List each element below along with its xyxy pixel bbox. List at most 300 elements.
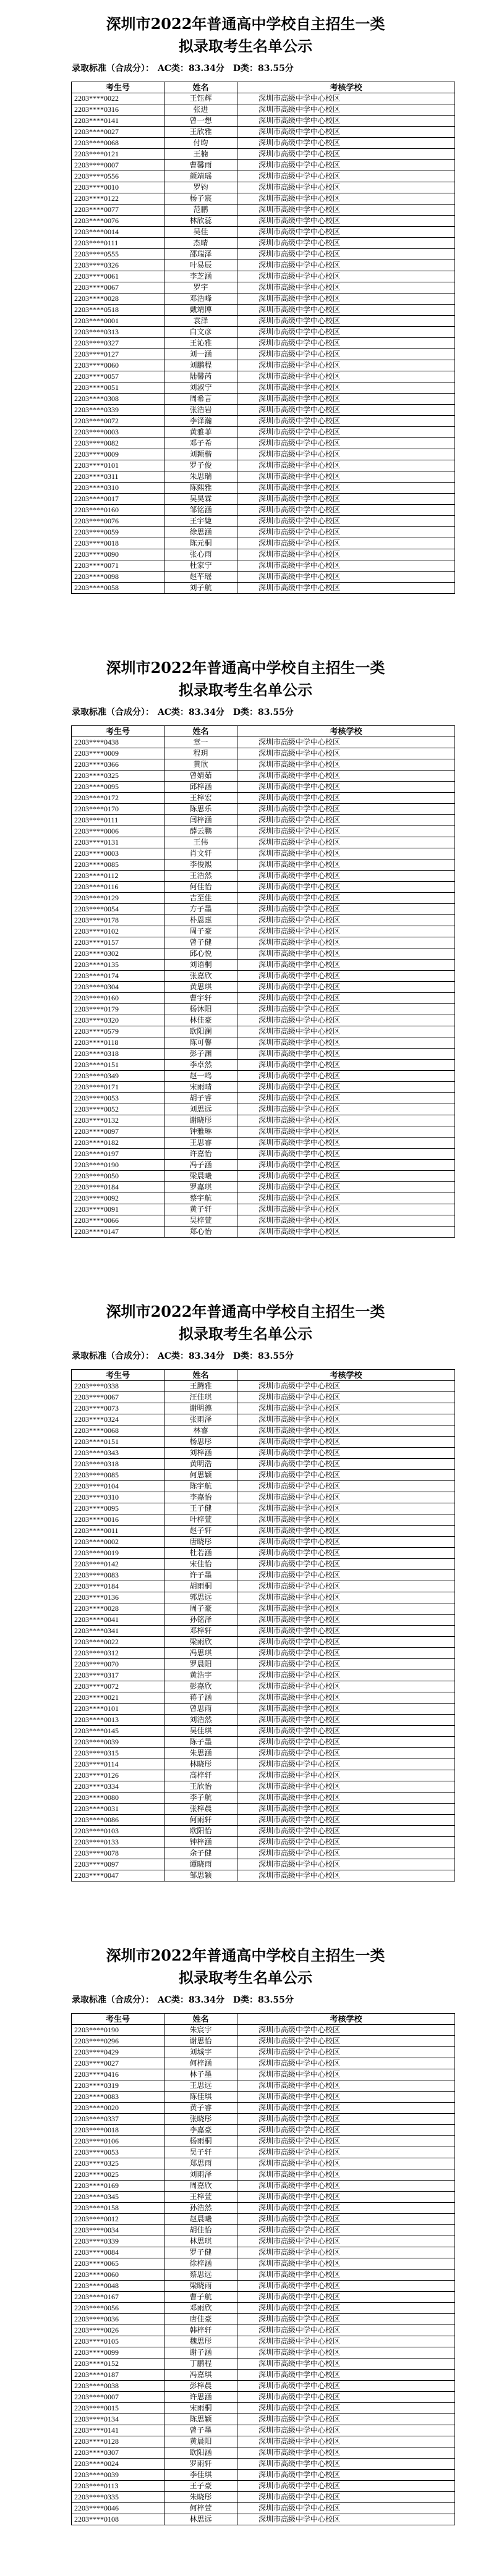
school-cell: 深圳市高级中学中心校区: [237, 971, 455, 982]
school-cell: 深圳市高级中学中心校区: [237, 1049, 455, 1060]
table-row: [72, 1737, 455, 1748]
table-row: [72, 1681, 455, 1692]
school-cell: 深圳市高级中学中心校区: [237, 2158, 455, 2169]
table-row: [72, 915, 455, 926]
table-row: [72, 2414, 455, 2425]
school-cell: 深圳市高级中学中心校区: [237, 394, 455, 405]
table-row: [72, 1503, 455, 1514]
candidate-id-cell: 2203****0098: [72, 572, 164, 583]
school-cell: 深圳市高级中学中心校区: [237, 527, 455, 538]
table-row: [72, 1570, 455, 1581]
table-row: [72, 394, 455, 405]
candidate-name-cell: 林思远: [164, 2514, 237, 2525]
school-cell: 深圳市高级中学中心校区: [237, 1537, 455, 1548]
candidate-name-cell: 程玥: [164, 748, 237, 759]
candidate-id-cell: 2203****0310: [72, 483, 164, 494]
candidate-id-cell: 2203****0160: [72, 505, 164, 516]
table-header-row: [72, 726, 455, 737]
notice-page: [0, 1932, 491, 2575]
table-row: [72, 2303, 455, 2314]
table-row: [72, 560, 455, 572]
candidate-name-cell: 杨思彤: [164, 1437, 237, 1448]
candidate-id-cell: 2203****0028: [72, 1603, 164, 1615]
candidate-name-cell: 欧阳涵: [164, 2447, 237, 2459]
candidate-name-cell: 赵晨曦: [164, 2214, 237, 2225]
school-cell: 深圳市高级中学中心校区: [237, 915, 455, 926]
candidate-name-cell: 许思涵: [164, 2392, 237, 2403]
candidate-id-cell: 2203****0160: [72, 993, 164, 1004]
candidate-id-cell: 2203****0052: [72, 1104, 164, 1115]
school-cell: 深圳市高级中学中心校区: [237, 748, 455, 759]
table-row: [72, 2314, 455, 2325]
candidate-id-cell: 2203****0034: [72, 2225, 164, 2236]
school-cell: 深圳市高级中学中心校区: [237, 2214, 455, 2225]
candidate-id-cell: 2203****0105: [72, 2336, 164, 2347]
school-cell: 深圳市高级中学中心校区: [237, 416, 455, 427]
candidate-id-cell: 2203****0046: [72, 2503, 164, 2514]
candidate-name-cell: 赵芊瑶: [164, 572, 237, 583]
table-row: [72, 1126, 455, 1138]
school-cell: 深圳市高级中学中心校区: [237, 460, 455, 471]
candidate-id-cell: 2203****0050: [72, 1171, 164, 1182]
school-cell: 深圳市高级中学中心校区: [237, 948, 455, 960]
school-cell: 深圳市高级中学中心校区: [237, 993, 455, 1004]
candidate-id-cell: 2203****0158: [72, 2203, 164, 2214]
school-cell: 深圳市高级中学中心校区: [237, 1659, 455, 1670]
table-row: [72, 1414, 455, 1425]
admission-standard-label: 录取标准（合成分）：: [72, 1351, 154, 1361]
candidate-name-cell: 白文彦: [164, 327, 237, 338]
candidate-id-cell: 2203****0059: [72, 527, 164, 538]
school-cell: 深圳市高级中学中心校区: [237, 127, 455, 138]
table-row: [72, 1227, 455, 1238]
table-row: [72, 2425, 455, 2436]
table-header-row: [72, 82, 455, 93]
page-subtitle: 拟录取考生名单公示: [179, 681, 312, 699]
table-row: [72, 104, 455, 116]
candidate-id-cell: 2203****0325: [72, 771, 164, 782]
page-subtitle: 拟录取考生名单公示: [179, 1325, 312, 1343]
candidate-name-cell: 谢思怡: [164, 2036, 237, 2047]
table-row: [72, 904, 455, 915]
table-row: [72, 572, 455, 583]
table-row: [72, 1837, 455, 1848]
candidate-id-cell: 2203****0092: [72, 1193, 164, 1204]
candidate-id-cell: 2203****0307: [72, 2447, 164, 2459]
candidate-name-cell: 林晓彤: [164, 1759, 237, 1770]
table-row: [72, 1804, 455, 1815]
school-cell: 深圳市高级中学中心校区: [237, 1149, 455, 1160]
school-cell: 深圳市高级中学中心校区: [237, 572, 455, 583]
school-cell: 深圳市高级中学中心校区: [237, 1204, 455, 1215]
candidate-id-cell: 2203****0157: [72, 937, 164, 948]
candidate-name-cell: 王梓萱: [164, 2192, 237, 2203]
school-cell: 深圳市高级中学中心校区: [237, 516, 455, 527]
school-cell: 深圳市高级中学中心校区: [237, 494, 455, 505]
candidate-id-cell: 2203****0065: [72, 2258, 164, 2270]
candidate-name-cell: 杜家宁: [164, 560, 237, 572]
school-cell: 深圳市高级中学中心校区: [237, 859, 455, 871]
candidate-name-cell: 钟梓涵: [164, 1837, 237, 1848]
table-row: [72, 349, 455, 360]
school-cell: 深圳市高级中学中心校区: [237, 227, 455, 238]
school-cell: 深圳市高级中学中心校区: [237, 2370, 455, 2381]
candidate-name-cell: 谢明德: [164, 1403, 237, 1414]
candidate-id-cell: 2203****0025: [72, 2169, 164, 2181]
table-row: [72, 205, 455, 216]
school-cell: 深圳市高级中学中心校区: [237, 2403, 455, 2414]
candidate-name-cell: 刘浩然: [164, 1715, 237, 1726]
candidate-id-cell: 2203****0026: [72, 2325, 164, 2336]
table-row: [72, 2347, 455, 2359]
table-row: [72, 149, 455, 160]
table-row: [72, 527, 455, 538]
school-cell: 深圳市高级中学中心校区: [237, 1748, 455, 1759]
candidate-name-cell: 王腾雅: [164, 1381, 237, 1392]
admission-table: [71, 725, 455, 1238]
table-row: [72, 2492, 455, 2503]
school-cell: 深圳市高级中学中心校区: [237, 438, 455, 449]
school-cell: 深圳市高级中学中心校区: [237, 316, 455, 327]
school-cell: 深圳市高级中学中心校区: [237, 560, 455, 572]
table-row: [72, 171, 455, 182]
table-header-row: [72, 2014, 455, 2025]
school-cell: 深圳市高级中学中心校区: [237, 2470, 455, 2481]
candidate-id-cell: 2203****0061: [72, 271, 164, 282]
table-row: [72, 2447, 455, 2459]
school-cell: 深圳市高级中学中心校区: [237, 2169, 455, 2181]
table-row: [72, 2203, 455, 2214]
candidate-id-cell: 2203****0038: [72, 2381, 164, 2392]
candidate-id-cell: 2203****0103: [72, 1826, 164, 1837]
candidate-id-cell: 2203****0080: [72, 1793, 164, 1804]
candidate-name-cell: 叶易辰: [164, 260, 237, 271]
candidate-id-cell: 2203****0325: [72, 2158, 164, 2169]
candidate-name-cell: 欧阳澜: [164, 1026, 237, 1037]
candidate-name-cell: 王沁雅: [164, 338, 237, 349]
candidate-id-cell: 2203****0579: [72, 1026, 164, 1037]
table-row: [72, 948, 455, 960]
candidate-name-cell: 刘颖楷: [164, 449, 237, 460]
school-cell: 深圳市高级中学中心校区: [237, 1171, 455, 1182]
candidate-name-cell: 王宇婕: [164, 516, 237, 527]
school-cell: 深圳市高级中学中心校区: [237, 815, 455, 826]
candidate-name-cell: 曾子墨: [164, 2425, 237, 2436]
candidate-name-cell: 周嘉欣: [164, 2181, 237, 2192]
table-row: [72, 1049, 455, 1060]
table-row: [72, 1071, 455, 1082]
school-cell: 深圳市高级中学中心校区: [237, 1503, 455, 1514]
school-cell: 深圳市高级中学中心校区: [237, 1037, 455, 1049]
candidate-id-cell: 2203****0014: [72, 227, 164, 238]
candidate-name-cell: 黄晨阳: [164, 2436, 237, 2447]
table-row: [72, 1626, 455, 1637]
school-cell: 深圳市高级中学中心校区: [237, 2270, 455, 2281]
school-cell: 深圳市高级中学中心校区: [237, 2181, 455, 2192]
candidate-id-cell: 2203****0099: [72, 2347, 164, 2359]
candidate-name-cell: 刘语桐: [164, 960, 237, 971]
candidate-name-cell: 何梓萱: [164, 2503, 237, 2514]
candidate-id-cell: 2203****0047: [72, 1870, 164, 1881]
candidate-id-cell: 2203****0135: [72, 960, 164, 971]
table-row: [72, 583, 455, 594]
school-cell: 深圳市高级中学中心校区: [237, 2503, 455, 2514]
school-cell: 深圳市高级中学中心校区: [237, 1781, 455, 1793]
candidate-name-cell: 张浩岩: [164, 405, 237, 416]
notice-page: [0, 0, 491, 644]
candidate-id-cell: 2203****0048: [72, 2281, 164, 2292]
table-header-row: [72, 1370, 455, 1381]
school-cell: 深圳市高级中学中心校区: [237, 982, 455, 993]
candidate-id-cell: 2203****0132: [72, 1115, 164, 1126]
candidate-name-cell: 唐佳豪: [164, 2314, 237, 2325]
candidate-name-cell: 林佳豪: [164, 1015, 237, 1026]
candidate-name-cell: 黄浩宇: [164, 1670, 237, 1681]
candidate-id-cell: 2203****0339: [72, 2236, 164, 2247]
table-row: [72, 538, 455, 549]
column-header-school: 考核学校: [237, 2014, 455, 2025]
school-cell: 深圳市高级中学中心校区: [237, 405, 455, 416]
candidate-name-cell: 王欣雅: [164, 127, 237, 138]
candidate-id-cell: 2203****0070: [72, 1659, 164, 1670]
school-cell: 深圳市高级中学中心校区: [237, 848, 455, 859]
candidate-id-cell: 2203****0028: [72, 293, 164, 305]
page-subtitle: 拟录取考生名单公示: [179, 1969, 312, 1987]
school-cell: 深圳市高级中学中心校区: [237, 1215, 455, 1227]
school-cell: 深圳市高级中学中心校区: [237, 1448, 455, 1459]
table-row: [72, 1182, 455, 1193]
school-cell: 深圳市高级中学中心校区: [237, 1004, 455, 1015]
candidate-name-cell: 朱宸宇: [164, 2025, 237, 2036]
school-cell: 深圳市高级中学中心校区: [237, 249, 455, 260]
candidate-id-cell: 2203****0334: [72, 1781, 164, 1793]
table-row: [72, 982, 455, 993]
table-row: [72, 1425, 455, 1437]
school-cell: 深圳市高级中学中心校区: [237, 2425, 455, 2436]
school-cell: 深圳市高级中学中心校区: [237, 149, 455, 160]
table-row: [72, 1037, 455, 1049]
candidate-name-cell: 曾思雨: [164, 1704, 237, 1715]
school-cell: 深圳市高级中学中心校区: [237, 2303, 455, 2314]
candidate-name-cell: 林睿: [164, 1425, 237, 1437]
table-row: [72, 260, 455, 271]
school-cell: 深圳市高级中学中心校区: [237, 882, 455, 893]
candidate-id-cell: 2203****0002: [72, 1537, 164, 1548]
candidate-id-cell: 2203****0136: [72, 1592, 164, 1603]
school-cell: 深圳市高级中学中心校区: [237, 1060, 455, 1071]
notice-page: [0, 1288, 491, 1932]
candidate-id-cell: 2203****0056: [72, 2303, 164, 2314]
candidate-id-cell: 2203****0169: [72, 2181, 164, 2192]
school-cell: 深圳市高级中学中心校区: [237, 427, 455, 438]
candidate-name-cell: 黄思琪: [164, 982, 237, 993]
table-row: [72, 1526, 455, 1537]
table-row: [72, 2247, 455, 2258]
candidate-name-cell: 何雨轩: [164, 1815, 237, 1826]
candidate-name-cell: 孙浩然: [164, 2203, 237, 2214]
school-cell: 深圳市高级中学中心校区: [237, 1848, 455, 1859]
admission-standard-label: 录取标准（合成分）：: [72, 64, 154, 74]
school-cell: 深圳市高级中学中心校区: [237, 782, 455, 793]
table-row: [72, 1026, 455, 1037]
table-row: [72, 1603, 455, 1615]
school-cell: 深圳市高级中学中心校区: [237, 505, 455, 516]
candidate-name-cell: 徐思涵: [164, 527, 237, 538]
candidate-name-cell: 谭晓雨: [164, 1859, 237, 1870]
candidate-name-cell: 蔡思远: [164, 2270, 237, 2281]
table-row: [72, 2125, 455, 2136]
school-cell: 深圳市高级中学中心校区: [237, 1581, 455, 1592]
school-cell: 深圳市高级中学中心校区: [237, 93, 455, 104]
table-row: [72, 360, 455, 371]
candidate-name-cell: 刘鹏程: [164, 360, 237, 371]
school-cell: 深圳市高级中学中心校区: [237, 2314, 455, 2325]
school-cell: 深圳市高级中学中心校区: [237, 1082, 455, 1093]
candidate-id-cell: 2203****0127: [72, 349, 164, 360]
candidate-name-cell: 罗宇: [164, 282, 237, 293]
candidate-id-cell: 2203****0072: [72, 1681, 164, 1692]
school-cell: 深圳市高级中学中心校区: [237, 804, 455, 815]
candidate-id-cell: 2203****0335: [72, 2492, 164, 2503]
table-row: [72, 1104, 455, 1115]
table-row: [72, 2503, 455, 2514]
school-cell: 深圳市高级中学中心校区: [237, 2481, 455, 2492]
table-row: [72, 815, 455, 826]
table-row: [72, 438, 455, 449]
candidate-id-cell: 2203****0341: [72, 1626, 164, 1637]
candidate-id-cell: 2203****0118: [72, 1037, 164, 1049]
school-cell: 深圳市高级中学中心校区: [237, 2381, 455, 2392]
table-row: [72, 2058, 455, 2069]
school-cell: 深圳市高级中学中心校区: [237, 116, 455, 127]
candidate-name-cell: 黄雅菲: [164, 427, 237, 438]
table-row: [72, 1448, 455, 1459]
candidate-name-cell: 冯嘉琪: [164, 2370, 237, 2381]
table-row: [72, 1815, 455, 1826]
candidate-id-cell: 2203****0054: [72, 904, 164, 915]
school-cell: 深圳市高级中学中心校区: [237, 1715, 455, 1726]
admission-standard-label: 录取标准（合成分）：: [72, 1995, 154, 2005]
candidate-id-cell: 2203****0060: [72, 360, 164, 371]
table-row: [72, 116, 455, 127]
candidate-name-cell: 闫梓涵: [164, 815, 237, 826]
table-row: [72, 2114, 455, 2125]
admission-standard: [72, 1995, 294, 2006]
d-score: D类：83.55分: [233, 64, 294, 74]
candidate-name-cell: 郑心怡: [164, 1227, 237, 1238]
school-cell: 深圳市高级中学中心校区: [237, 893, 455, 904]
candidate-name-cell: 王楠: [164, 149, 237, 160]
school-cell: 深圳市高级中学中心校区: [237, 2192, 455, 2203]
school-cell: 深圳市高级中学中心校区: [237, 2125, 455, 2136]
candidate-name-cell: 邓子希: [164, 438, 237, 449]
school-cell: 深圳市高级中学中心校区: [237, 327, 455, 338]
candidate-id-cell: 2203****0027: [72, 127, 164, 138]
candidate-id-cell: 2203****0151: [72, 1060, 164, 1071]
candidate-name-cell: 韩梓轩: [164, 2325, 237, 2336]
candidate-name-cell: 杨雨桐: [164, 2136, 237, 2147]
candidate-name-cell: 杰晴: [164, 238, 237, 249]
school-cell: 深圳市高级中学中心校区: [237, 1615, 455, 1626]
candidate-id-cell: 2203****0131: [72, 837, 164, 848]
candidate-name-cell: 彭梓晨: [164, 2381, 237, 2392]
candidate-name-cell: 李泽瀚: [164, 416, 237, 427]
candidate-name-cell: 张晓彤: [164, 2114, 237, 2125]
candidate-name-cell: 吴昊霖: [164, 494, 237, 505]
school-cell: 深圳市高级中学中心校区: [237, 1160, 455, 1171]
candidate-id-cell: 2203****0366: [72, 759, 164, 771]
column-header-school: 考核学校: [237, 1370, 455, 1381]
candidate-name-cell: 梁雨欣: [164, 1637, 237, 1648]
table-row: [72, 2325, 455, 2336]
candidate-id-cell: 2203****0324: [72, 1414, 164, 1425]
page-title: 深圳市2022年普通高中学校自主招生一类: [106, 15, 385, 33]
candidate-name-cell: 何思颖: [164, 1470, 237, 1481]
table-row: [72, 1715, 455, 1726]
candidate-id-cell: 2203****0310: [72, 1492, 164, 1503]
candidate-name-cell: 张进: [164, 104, 237, 116]
candidate-id-cell: 2203****0003: [72, 427, 164, 438]
candidate-name-cell: 孙铭泽: [164, 1615, 237, 1626]
candidate-id-cell: 2203****0304: [72, 982, 164, 993]
school-cell: 深圳市高级中学中心校区: [237, 382, 455, 394]
school-cell: 深圳市高级中学中心校区: [237, 2447, 455, 2459]
candidate-name-cell: 张嘉欣: [164, 971, 237, 982]
table-row: [72, 93, 455, 104]
table-row: [72, 2025, 455, 2036]
candidate-id-cell: 2203****0027: [72, 2058, 164, 2069]
candidate-id-cell: 2203****0326: [72, 260, 164, 271]
school-cell: 深圳市高级中学中心校区: [237, 1126, 455, 1138]
candidate-name-cell: 林欣蕊: [164, 216, 237, 227]
table-row: [72, 1082, 455, 1093]
candidate-name-cell: 蒋子涵: [164, 1692, 237, 1704]
candidate-id-cell: 2203****0078: [72, 1848, 164, 1859]
candidate-id-cell: 2203****0174: [72, 971, 164, 982]
candidate-id-cell: 2203****0013: [72, 1715, 164, 1726]
candidate-name-cell: 李芝涵: [164, 271, 237, 282]
column-header-school: 考核学校: [237, 726, 455, 737]
candidate-name-cell: 余子健: [164, 1848, 237, 1859]
candidate-id-cell: 2203****0311: [72, 471, 164, 483]
school-cell: 深圳市高级中学中心校区: [237, 1692, 455, 1704]
table-row: [72, 1381, 455, 1392]
table-row: [72, 848, 455, 859]
candidate-id-cell: 2203****0031: [72, 1804, 164, 1815]
school-cell: 深圳市高级中学中心校区: [237, 160, 455, 171]
candidate-id-cell: 2203****0316: [72, 104, 164, 116]
table-row: [72, 1403, 455, 1414]
candidate-id-cell: 2203****0068: [72, 138, 164, 149]
column-header-school: 考核学校: [237, 82, 455, 93]
candidate-name-cell: 黄欣: [164, 759, 237, 771]
table-row: [72, 1160, 455, 1171]
candidate-id-cell: 2203****0313: [72, 327, 164, 338]
table-row: [72, 416, 455, 427]
school-cell: 深圳市高级中学中心校区: [237, 2114, 455, 2125]
table-row: [72, 327, 455, 338]
candidate-name-cell: 冯子涵: [164, 1160, 237, 1171]
school-cell: 深圳市高级中学中心校区: [237, 2359, 455, 2370]
school-cell: 深圳市高级中学中心校区: [237, 271, 455, 282]
school-cell: 深圳市高级中学中心校区: [237, 293, 455, 305]
candidate-name-cell: 朴恩惠: [164, 915, 237, 926]
candidate-name-cell: 邵瑞泽: [164, 249, 237, 260]
school-cell: 深圳市高级中学中心校区: [237, 1870, 455, 1881]
candidate-name-cell: 曹馨雨: [164, 160, 237, 171]
table-row: [72, 1692, 455, 1704]
candidate-id-cell: 2203****0122: [72, 193, 164, 205]
